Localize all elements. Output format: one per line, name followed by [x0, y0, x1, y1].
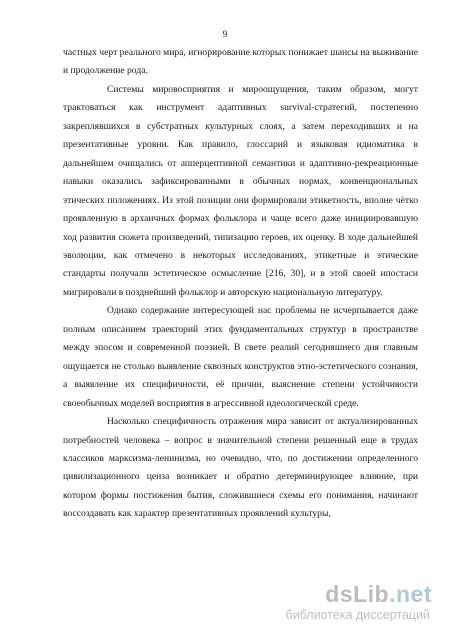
- watermark-logo-main: dsLib: [325, 581, 390, 607]
- document-body: [63, 44, 418, 524]
- paragraph-continuation: частных черт реального мира, игнорирование которых понижает шансы на выживание и продолжение рода.: [63, 47, 419, 77]
- watermark-logo: [325, 581, 432, 608]
- watermark-logo-tld: .net: [389, 581, 432, 607]
- page-number: 9: [222, 29, 228, 39]
- paragraph: Однако содержание интересующей нас проблемы не исчерпывается даже полным описанием траекторий этих фундаментальных структур в пространстве между эпосом и современной поэзией. В свете реалий сегодняшнего дня главным ощущается не столько выявление сквозных конструктов этно-эстетического сознания, а выявление их специфичности, её причин, выяснение степени устойчивости своеобычных моделей восприятия в агрессивной идеологической среде.: [63, 305, 418, 409]
- paragraph: Насколько специфичность отражения мира зависит от актуализированных потребностей человека – вопрос в значительной степени решенный еще в трудах классиков марксизма-ленинизма, но очевидно, что, по достижении определенного цивилизационного ценза возникает и обратно детерминирующее влияние, при котором формы постижения бытия, сложившиеся схемы его понимания, начинают воссоздавать как характер презентативных проявлений культуры,: [63, 416, 418, 520]
- paragraph: Системы мировосприятия и мироощущения, таким образом, могут трактоваться как инструмент адаптивных survival-стратегий, постепенно закреплявшихся в субстратных культурных слоях, а затем переходивших и на презентативные уровни. Как правило, глоссарий и языковая идиоматика в дальнейшем очищались от апперцептивной семантики и адаптивно-рекреационные навыки оказались зафиксированными в обычных нормах, конвенциональных этических положениях. Из этой позиции они формировали этикетность, вполне чётко проявленную в архаичных формах фольклора и чаще всего даже инициировавшую ход развития сюжета произведений, типизацию героев, их оценку. В ходе дальнейшей эволюции, как отмечено в некоторых исследованиях, этикетные и этические стандарты получали эстетическое осмысление [216, 30], и в этой своей ипостаси мигрировали в позднейший фольклор и авторскую национальную литературу.: [63, 83, 418, 298]
- watermark-caption: библиотека диссертаций: [285, 608, 430, 622]
- watermark: [232, 581, 432, 627]
